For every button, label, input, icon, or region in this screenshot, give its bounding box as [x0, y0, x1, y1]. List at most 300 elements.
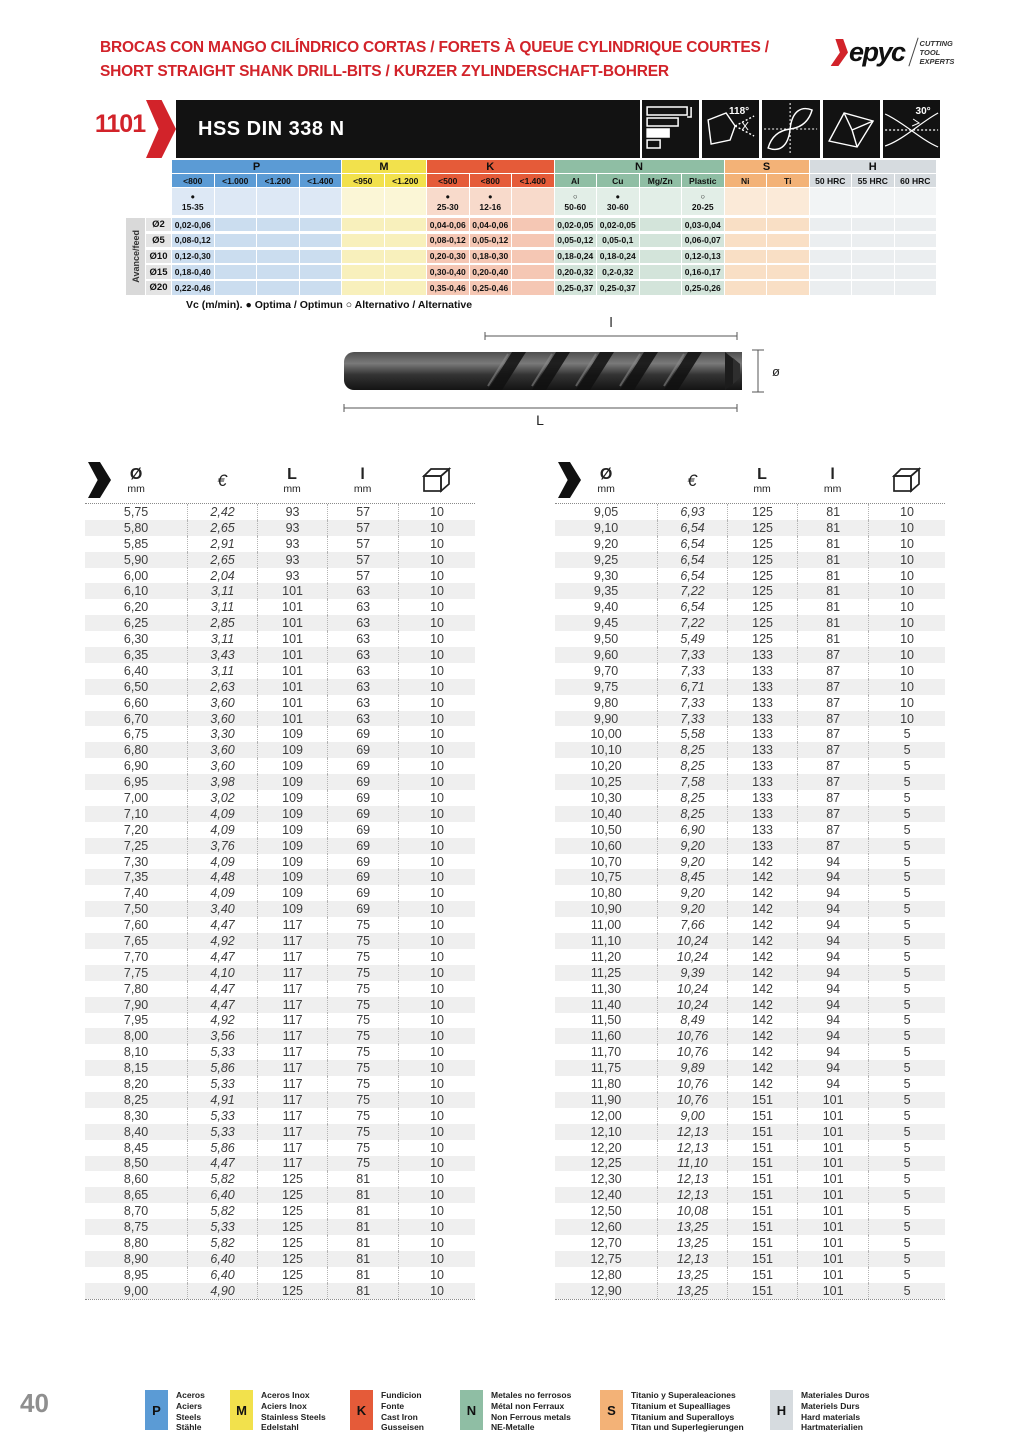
- total-length-cell: 125: [727, 583, 797, 599]
- legend-line: Fonte: [381, 1400, 405, 1411]
- price-cell: 2,04: [187, 568, 257, 584]
- feed-cell: 0,05-0,12: [555, 234, 597, 247]
- flute-length-cell: 87: [797, 679, 868, 695]
- diameter-cell: 12,25: [590, 1156, 622, 1171]
- table-row: [555, 679, 945, 695]
- table-row: [555, 758, 945, 774]
- price-cell: 3,60: [187, 758, 257, 774]
- pack-qty-cell: 10: [398, 647, 475, 663]
- price-cell: 6,54: [657, 536, 727, 552]
- point-angle-label: 118°: [729, 106, 750, 117]
- pack-qty-cell: 10: [868, 520, 945, 536]
- price-cell: 5,33: [187, 1219, 257, 1235]
- price-cell: 7,66: [657, 917, 727, 933]
- flute-length-cell: 69: [327, 869, 398, 885]
- diameter-cell: 8,80: [123, 1235, 149, 1250]
- total-length-cell: 125: [727, 599, 797, 615]
- pack-qty-cell: 10: [398, 1124, 475, 1140]
- price-cell: 3,02: [187, 790, 257, 806]
- table-row: [555, 774, 945, 790]
- flute-length-cell: 87: [797, 822, 868, 838]
- table-row: [85, 1235, 475, 1251]
- diameter-cell: 9,50: [593, 632, 619, 647]
- table-row: [85, 1283, 475, 1299]
- total-length-cell: 151: [727, 1156, 797, 1172]
- total-length-cell: 142: [727, 1060, 797, 1076]
- pack-qty-cell: 10: [398, 917, 475, 933]
- diameter-cell: 6,40: [123, 663, 149, 678]
- col-diameter-symbol: Ø: [599, 466, 613, 483]
- feed-cell: [640, 234, 682, 247]
- flute-length-cell: 87: [797, 806, 868, 822]
- diameter-cell: 9,70: [593, 663, 619, 678]
- table-row: [555, 822, 945, 838]
- diameter-cell: 7,60: [123, 918, 149, 933]
- diameter-cell: 11,30: [590, 981, 622, 996]
- table-row: [555, 1203, 945, 1219]
- total-length-cell: 117: [257, 949, 327, 965]
- diameter-cell: 8,40: [123, 1124, 149, 1139]
- diameter-cell: 8,20: [123, 1077, 149, 1091]
- pack-qty-cell: 10: [398, 742, 475, 758]
- price-cell: 3,40: [187, 901, 257, 917]
- pack-qty-cell: 10: [398, 838, 475, 854]
- feed-cell: [810, 265, 852, 278]
- feed-row-label: Ø15: [146, 265, 171, 278]
- pack-qty-cell: 5: [868, 1013, 945, 1029]
- pack-qty-cell: 10: [398, 1156, 475, 1172]
- table-row: [555, 711, 945, 727]
- pack-qty-cell: 5: [868, 901, 945, 917]
- flute-length-cell: 63: [327, 615, 398, 631]
- price-cell: 3,76: [187, 838, 257, 854]
- pack-qty-cell: 5: [868, 965, 945, 981]
- total-length-cell: 117: [257, 1108, 327, 1124]
- feed-cell: 0,25-0,37: [555, 281, 597, 294]
- flute-length-cell: 81: [797, 599, 868, 615]
- feed-cell: [767, 234, 809, 247]
- diameter-cell: 8,90: [123, 1251, 149, 1266]
- total-length-cell: 142: [727, 949, 797, 965]
- pack-qty-cell: 5: [868, 1060, 945, 1076]
- vc-symbol: ●: [487, 191, 493, 201]
- pack-qty-cell: 10: [398, 1013, 475, 1029]
- total-length-cell: 101: [257, 583, 327, 599]
- legend-line: Steels: [176, 1411, 202, 1422]
- flute-length-cell: 57: [327, 568, 398, 584]
- legend-text-K: [381, 1390, 424, 1433]
- pack-qty-cell: 10: [398, 854, 475, 870]
- total-length-cell: 125: [257, 1235, 327, 1251]
- flute-length-cell: 101: [797, 1124, 868, 1140]
- feed-cell: [385, 250, 427, 263]
- pack-qty-cell: 5: [868, 1171, 945, 1187]
- feed-cell: 0,20-0,32: [555, 265, 597, 278]
- total-length-cell: 151: [727, 1187, 797, 1203]
- total-length-cell: 117: [257, 1140, 327, 1156]
- price-cell: 12,13: [657, 1251, 727, 1267]
- table-row: [85, 679, 475, 695]
- price-cell: 12,13: [657, 1187, 727, 1203]
- package-icon: [892, 467, 922, 494]
- flute-length-cell: 94: [797, 1028, 868, 1044]
- price-cell: 10,76: [657, 1092, 727, 1108]
- price-cell: 6,40: [187, 1267, 257, 1283]
- vc-value: 15-35: [181, 201, 204, 212]
- page-title-line2: SHORT STRAIGHT SHANK DRILL-BITS / KURZER ZYLINDERSCHAFT-BOHRER: [100, 63, 669, 80]
- table-row: [85, 1076, 475, 1092]
- flute-length-cell: 94: [797, 901, 868, 917]
- price-cell: 5,33: [187, 1124, 257, 1140]
- price-cell: 11,10: [657, 1156, 727, 1172]
- total-length-cell: 142: [727, 917, 797, 933]
- flute-length-cell: 87: [797, 647, 868, 663]
- price-cell: 6,54: [657, 552, 727, 568]
- diameter-cell: 12,70: [590, 1235, 622, 1250]
- vc-cell: [300, 188, 342, 215]
- table-row: [555, 981, 945, 997]
- vc-cell: [257, 188, 299, 215]
- table-row: [85, 1156, 475, 1172]
- diameter-cell: 6,30: [123, 632, 149, 647]
- price-cell: 3,11: [187, 583, 257, 599]
- limit-cell: <800: [470, 174, 512, 187]
- price-cell: 5,86: [187, 1060, 257, 1076]
- diameter-cell: 6,95: [123, 775, 149, 790]
- pack-qty-cell: 10: [398, 726, 475, 742]
- table-row: [85, 1060, 475, 1076]
- diameter-cell: 12,75: [590, 1251, 622, 1266]
- limit-cell: Plastic: [682, 174, 724, 187]
- total-length-cell: 151: [727, 1124, 797, 1140]
- flute-length-cell: 81: [797, 568, 868, 584]
- legend-line: Stähle: [176, 1422, 202, 1433]
- flute-length-cell: 75: [327, 981, 398, 997]
- flute-length-cell: 81: [797, 631, 868, 647]
- price-cell: 5,82: [187, 1235, 257, 1251]
- legend-text-M: [261, 1390, 326, 1433]
- legend-line: Métal non Ferraux: [491, 1400, 565, 1411]
- diameter-cell: 6,20: [123, 600, 149, 615]
- feed-cell: [767, 281, 809, 294]
- legend-line: Cast Iron: [381, 1411, 418, 1422]
- total-length-cell: 151: [727, 1108, 797, 1124]
- flute-length-cell: 57: [327, 520, 398, 536]
- table-row: [555, 647, 945, 663]
- feed-cell: [640, 281, 682, 294]
- page-title: [100, 36, 860, 84]
- flute-length-cell: 69: [327, 726, 398, 742]
- flute-length-cell: 81: [327, 1267, 398, 1283]
- size-range-icon: [642, 100, 699, 158]
- price-cell: 3,98: [187, 774, 257, 790]
- pack-qty-cell: 10: [398, 679, 475, 695]
- feed-cell: [895, 281, 937, 294]
- table-row: [85, 997, 475, 1013]
- table-row: [85, 1013, 475, 1029]
- feed-cell: [725, 265, 767, 278]
- diameter-cell: 7,35: [123, 870, 149, 885]
- feed-cell: 0,08-0,12: [172, 234, 214, 247]
- table-row: [85, 854, 475, 870]
- price-cell: 6,90: [657, 822, 727, 838]
- flute-length-cell: 69: [327, 822, 398, 838]
- pack-qty-cell: 10: [868, 536, 945, 552]
- flute-length-cell: 94: [797, 917, 868, 933]
- flute-length-cell: 94: [797, 1013, 868, 1029]
- legend-swatch-K: K: [350, 1390, 373, 1430]
- col-total-length-header: [257, 458, 327, 503]
- table-row: [85, 711, 475, 727]
- price-cell: 6,40: [187, 1187, 257, 1203]
- flute-length-cell: 81: [327, 1235, 398, 1251]
- total-length-cell: 109: [257, 742, 327, 758]
- brand-chevron-icon: [831, 39, 851, 66]
- price-cell: 4,47: [187, 981, 257, 997]
- pack-qty-cell: 5: [868, 949, 945, 965]
- pack-qty-cell: 10: [398, 965, 475, 981]
- total-length-cell: 142: [727, 981, 797, 997]
- total-length-cell: 125: [257, 1171, 327, 1187]
- cross-section-icon: [762, 100, 819, 158]
- total-length-cell: 125: [727, 536, 797, 552]
- table-row: [85, 631, 475, 647]
- diameter-cell: 6,75: [123, 727, 149, 742]
- table-row: [85, 758, 475, 774]
- table-row: [85, 1108, 475, 1124]
- pack-qty-cell: 10: [398, 822, 475, 838]
- table-header: [555, 458, 945, 504]
- feed-cell: [852, 281, 894, 294]
- table-row: [555, 1171, 945, 1187]
- feed-cell: [215, 218, 257, 231]
- table-row: [555, 1140, 945, 1156]
- table-row: [85, 965, 475, 981]
- feed-cell: [852, 265, 894, 278]
- pack-qty-cell: 10: [398, 1076, 475, 1092]
- feed-cell: [385, 281, 427, 294]
- flute-length-cell: 69: [327, 806, 398, 822]
- diameter-cell: 6,90: [123, 759, 149, 774]
- total-length-cell: 109: [257, 758, 327, 774]
- limit-cell: Cu: [597, 174, 639, 187]
- vc-cell: [470, 188, 512, 215]
- diameter-cell: 12,30: [590, 1172, 622, 1187]
- legend-line: Non Ferrous metals: [491, 1411, 571, 1422]
- legend-item-H: [770, 1390, 870, 1433]
- total-length-cell: 142: [727, 1028, 797, 1044]
- pack-qty-cell: 5: [868, 1156, 945, 1172]
- flute-length-cell: 101: [797, 1283, 868, 1299]
- feed-cell: 0,16-0,17: [682, 265, 724, 278]
- feed-cell: 0,08-0,12: [427, 234, 469, 247]
- pack-qty-cell: 5: [868, 838, 945, 854]
- total-length-cell: 125: [257, 1283, 327, 1299]
- total-length-cell: 109: [257, 822, 327, 838]
- flute-length-cell: 57: [327, 552, 398, 568]
- flute-length-cell: 75: [327, 1076, 398, 1092]
- diameter-cell: 7,90: [123, 997, 149, 1012]
- pack-qty-cell: 5: [868, 869, 945, 885]
- diameter-cell: 6,70: [123, 711, 149, 726]
- vc-value: 30-60: [606, 201, 629, 212]
- diameter-cell: 11,25: [590, 965, 622, 980]
- feed-cell: [725, 234, 767, 247]
- flute-length-cell: 63: [327, 647, 398, 663]
- limit-cell: <1.200: [257, 174, 299, 187]
- price-cell: 5,82: [187, 1203, 257, 1219]
- legend-swatch-M: M: [230, 1390, 253, 1430]
- feed-cell: 0,12-0,30: [172, 250, 214, 263]
- price-cell: 9,20: [657, 838, 727, 854]
- table-row: [85, 806, 475, 822]
- limit-cell: Ti: [767, 174, 809, 187]
- feed-cell: [725, 218, 767, 231]
- table-row: [555, 933, 945, 949]
- pack-qty-cell: 10: [398, 631, 475, 647]
- diameter-cell: 10,90: [590, 902, 622, 917]
- price-cell: 7,33: [657, 711, 727, 727]
- price-cell: 4,47: [187, 917, 257, 933]
- diameter-cell: 6,00: [123, 568, 149, 583]
- total-length-cell: 101: [257, 599, 327, 615]
- table-row: [555, 1092, 945, 1108]
- col-total-length-unit: mm: [753, 483, 771, 495]
- flute-length-cell: 101: [797, 1171, 868, 1187]
- total-length-cell: 142: [727, 885, 797, 901]
- pack-qty-cell: 10: [868, 552, 945, 568]
- price-cell: 12,13: [657, 1171, 727, 1187]
- flute-length-cell: 75: [327, 1124, 398, 1140]
- material-group-M: M: [342, 160, 426, 173]
- diameter-cell: 7,95: [123, 1013, 149, 1028]
- total-length-cell: 142: [727, 933, 797, 949]
- table-row: [85, 901, 475, 917]
- price-table-left: [85, 458, 475, 1300]
- legend-item-N: [460, 1390, 571, 1433]
- total-length-cell: 109: [257, 869, 327, 885]
- legend-item-K: [350, 1390, 424, 1433]
- pack-qty-cell: 10: [398, 1219, 475, 1235]
- price-cell: 8,49: [657, 1013, 727, 1029]
- price-cell: 6,93: [657, 504, 727, 520]
- product-name-banner: HSS DIN 338 N: [176, 100, 640, 158]
- diameter-cell: 7,70: [123, 949, 149, 964]
- price-cell: 10,24: [657, 997, 727, 1013]
- price-cell: 3,11: [187, 599, 257, 615]
- diameter-cell: 7,20: [123, 822, 149, 837]
- material-group-P: P: [172, 160, 341, 173]
- price-cell: 10,24: [657, 981, 727, 997]
- price-cell: 8,25: [657, 806, 727, 822]
- pack-qty-cell: 10: [398, 1108, 475, 1124]
- pack-qty-cell: 10: [398, 1060, 475, 1076]
- legend-swatch-N: N: [460, 1390, 483, 1430]
- total-length-cell: 93: [257, 552, 327, 568]
- price-cell: 2,42: [187, 504, 257, 520]
- feed-cell: [342, 218, 384, 231]
- pack-qty-cell: 10: [398, 1028, 475, 1044]
- feed-cell: 0,05-0,12: [470, 234, 512, 247]
- table-row: [555, 1013, 945, 1029]
- flute-length-cell: 87: [797, 711, 868, 727]
- pack-qty-cell: 5: [868, 1235, 945, 1251]
- pack-qty-cell: 10: [398, 663, 475, 679]
- flute-length-cell: 63: [327, 695, 398, 711]
- total-length-cell: 133: [727, 758, 797, 774]
- table-row: [555, 901, 945, 917]
- feed-cell: [215, 281, 257, 294]
- pack-qty-cell: 5: [868, 885, 945, 901]
- diameter-cell: 12,10: [590, 1124, 622, 1139]
- diameter-cell: 9,45: [593, 616, 619, 631]
- diameter-cell: 9,10: [593, 520, 619, 535]
- feed-cell: [512, 234, 554, 247]
- vc-cell: [682, 188, 724, 215]
- pack-qty-cell: 5: [868, 1203, 945, 1219]
- feed-cell: 0,18-0,40: [172, 265, 214, 278]
- price-cell: 8,25: [657, 790, 727, 806]
- total-length-cell: 117: [257, 1013, 327, 1029]
- total-length-cell: 101: [257, 679, 327, 695]
- legend-line: Materiales Duros: [801, 1390, 870, 1400]
- table-row: [555, 1187, 945, 1203]
- table-row: [85, 1203, 475, 1219]
- material-group-S: S: [725, 160, 809, 173]
- diameter-cell: 12,00: [590, 1108, 622, 1123]
- pack-qty-cell: 10: [398, 615, 475, 631]
- total-length-cell: 101: [257, 647, 327, 663]
- table-row: [85, 822, 475, 838]
- total-length-cell: 101: [257, 631, 327, 647]
- table-row: [555, 885, 945, 901]
- price-cell: 5,33: [187, 1076, 257, 1092]
- pack-qty-cell: 10: [398, 1140, 475, 1156]
- table-row: [85, 615, 475, 631]
- pack-qty-cell: 10: [868, 647, 945, 663]
- feed-cell: [895, 218, 937, 231]
- flute-length-cell: 81: [797, 504, 868, 520]
- limit-cell: 50 HRC: [810, 174, 852, 187]
- table-row: [555, 965, 945, 981]
- legend-swatch-P: P: [145, 1390, 168, 1430]
- pack-qty-cell: 10: [868, 615, 945, 631]
- flute-length-cell: 87: [797, 663, 868, 679]
- feed-cell: [385, 265, 427, 278]
- pack-qty-cell: 5: [868, 1076, 945, 1092]
- pack-qty-cell: 10: [398, 885, 475, 901]
- price-cell: 6,54: [657, 568, 727, 584]
- table-row: [555, 1251, 945, 1267]
- price-cell: 7,33: [657, 647, 727, 663]
- feed-row-label: Ø10: [146, 250, 171, 263]
- total-length-cell: 125: [257, 1267, 327, 1283]
- table-row: [555, 631, 945, 647]
- pack-qty-cell: 5: [868, 1028, 945, 1044]
- vc-value: 50-60: [564, 201, 587, 212]
- total-length-cell: 117: [257, 933, 327, 949]
- feed-cell: [810, 234, 852, 247]
- diameter-cell: 7,25: [123, 838, 149, 853]
- legend-swatch-S: S: [600, 1390, 623, 1430]
- legend-line: Aceros: [176, 1390, 205, 1400]
- diameter-cell: 9,30: [593, 568, 619, 583]
- flute-length-cell: 87: [797, 726, 868, 742]
- flute-length-cell: 94: [797, 885, 868, 901]
- flute-length-cell: 75: [327, 1108, 398, 1124]
- diameter-cell: 10,30: [590, 790, 622, 805]
- total-length-cell: 117: [257, 1076, 327, 1092]
